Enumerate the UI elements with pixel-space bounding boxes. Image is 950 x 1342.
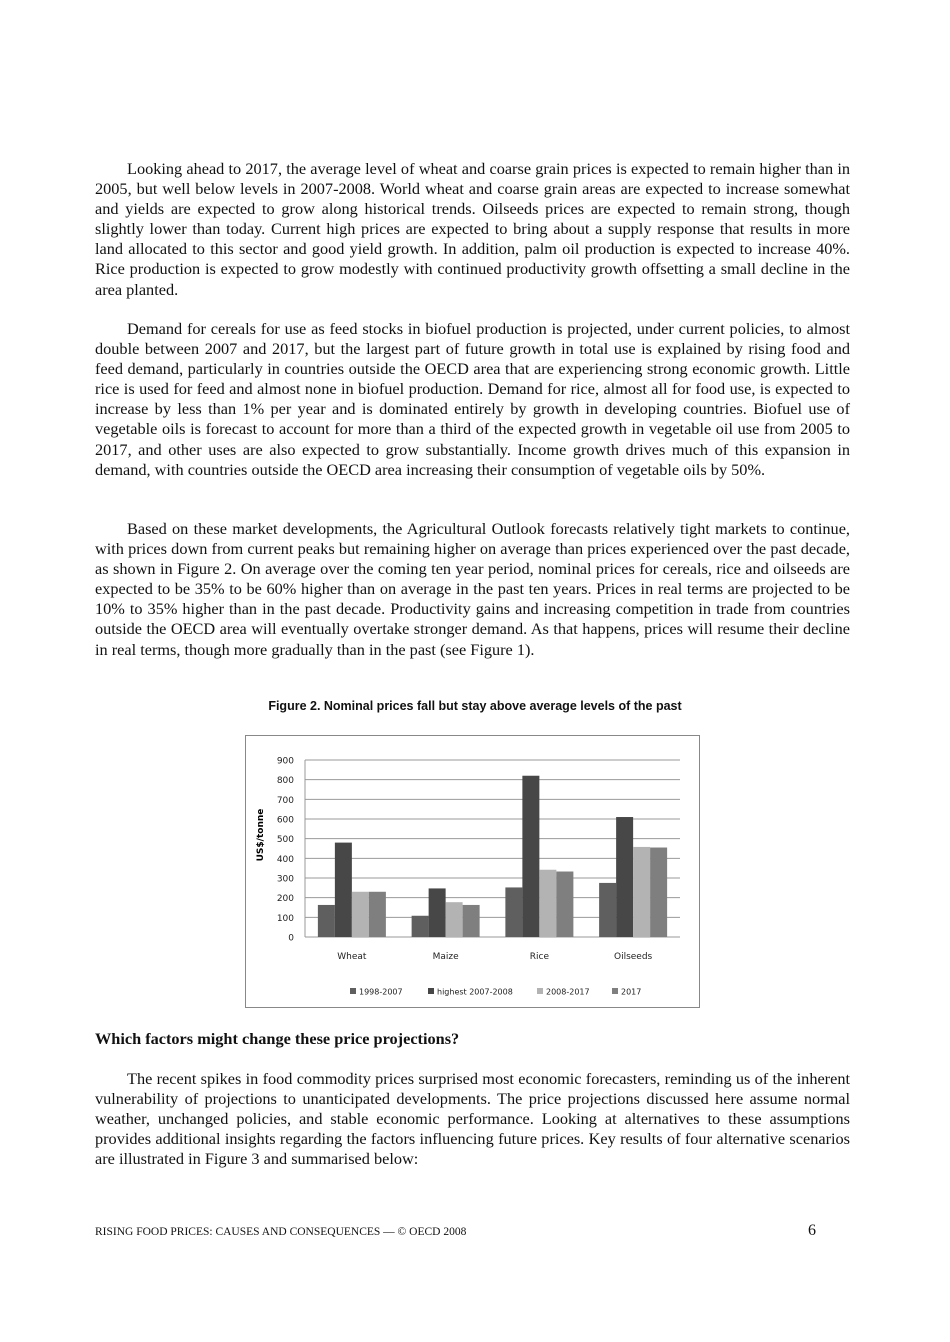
bar-chart xyxy=(245,735,700,1009)
bar-rice-2008-2017 xyxy=(539,870,556,937)
y-tick-label: 0 xyxy=(288,933,294,944)
y-tick-label: 200 xyxy=(276,894,294,905)
legend-label: 1998-2007 xyxy=(359,987,403,997)
bar-oilseeds-highest-2007-2008 xyxy=(616,817,633,937)
bar-oilseeds-2017 xyxy=(650,848,667,937)
x-tick-label: Wheat xyxy=(337,952,367,962)
legend-label: 2017 xyxy=(621,987,642,997)
bar-wheat-1998-2007 xyxy=(318,905,335,937)
bar-maize-2008-2017 xyxy=(446,902,463,937)
bar-maize-1998-2007 xyxy=(412,916,429,937)
y-tick-label: 500 xyxy=(276,835,294,846)
x-tick-label: Oilseeds xyxy=(614,952,653,962)
bar-wheat-2017 xyxy=(369,892,386,937)
bar-maize-highest-2007-2008 xyxy=(429,888,446,937)
legend-swatch xyxy=(428,988,434,994)
legend-swatch xyxy=(612,988,618,994)
bar-wheat-2008-2017 xyxy=(352,892,369,937)
paragraph-market-developments: Based on these market developments, the Agricultural Outlook forecasts relatively tight markets to continue, with prices down from current peaks but remaining higher on average than prices experienced over the past decade, as shown in Figure 2. On average over the coming ten year period, nominal prices for cereals, rice and oilseeds are expected to be 35% to be 60% higher than on average in the past ten years. Prices in real terms are projected to be 10% to 35% higher than in the past decade. Productivity gains and increasing competition in trade from countries outside the OECD area will eventually overtake stronger demand. As that happens, prices will resume their decline in real terms, though more gradually than in the past (see Figure 1). xyxy=(95,519,850,659)
bar-maize-2017 xyxy=(463,905,480,937)
x-tick-label: Rice xyxy=(529,952,549,962)
figure-caption: Figure 2. Nominal prices fall but stay above average levels of the past xyxy=(268,699,682,713)
bar-rice-2017 xyxy=(556,872,573,937)
y-tick-label: 100 xyxy=(276,913,294,924)
bar-wheat-highest-2007-2008 xyxy=(335,843,352,937)
section-heading: Which factors might change these price projections? xyxy=(95,1029,460,1048)
x-tick-label: Maize xyxy=(432,952,459,962)
y-tick-label: 800 xyxy=(276,776,294,787)
y-tick-label: 600 xyxy=(276,815,294,826)
paragraph-demand: Demand for cereals for use as feed stocks in biofuel production is projected, under current policies, to almost double between 2007 and 2017, but the largest part of future growth in total use is explained by rising food and feed demand, particularly in countries outside the OECD area that are experiencing strong economic growth. Little rice is used for feed and almost none in biofuel production. Demand for rice, almost all for food use, is expected to increase by less than 1% per year and is dominated entirely by growth in developing countries. Biofuel use of vegetable oils is forecast to account for more than a third of the expected growth in vegetable oil use from 2005 to 2017, and other uses are also expected to grow substantially. Income growth drives much of this expansion in demand, with countries outside the OECD area increasing their consumption of vegetable oils by 50%. xyxy=(95,319,850,479)
y-tick-label: 300 xyxy=(276,874,294,885)
bar-oilseeds-1998-2007 xyxy=(599,883,616,937)
paragraph-outlook-2017: Looking ahead to 2017, the average level of wheat and coarse grain prices is expected to remain higher than in 2005, but well below levels in 2007-2008. World wheat and coarse grain areas are expected to increase somewhat and yields are expected to grow along historical trends. Oilseeds prices are expected to remain strong, though slightly lower than today. Current high prices are expected to bring about a supply response that results in more land allocated to this sector and good yield growth. In addition, palm oil production is expected to increase 40%. Rice production is expected to grow modestly with continued productivity growth offsetting a small decline in the area planted. xyxy=(95,159,850,299)
y-tick-label: 900 xyxy=(276,756,294,767)
legend-swatch xyxy=(537,988,543,994)
page-number: 6 xyxy=(808,1222,816,1239)
y-axis-label: US$/tonne xyxy=(256,808,266,862)
paragraph-price-spikes: The recent spikes in food commodity prices surprised most economic forecasters, reminding us of the inherent vulnerability of projections to unanticipated developments. The price projections discussed here assume normal weather, unchanged policies, and stable economic performance. Looking at alternatives to these assumptions provides additional insights regarding the factors influencing future prices. Key results of four alternative scenarios are illustrated in Figure 3 and summarised below: xyxy=(95,1069,850,1169)
bar-oilseeds-2008-2017 xyxy=(633,847,650,937)
legend-swatch xyxy=(350,988,356,994)
footer-text: RISING FOOD PRICES: CAUSES AND CONSEQUENCES — © OECD 2008 xyxy=(95,1226,467,1238)
y-tick-label: 400 xyxy=(276,854,294,865)
legend-label: 2008-2017 xyxy=(546,987,590,997)
y-tick-label: 700 xyxy=(276,795,294,806)
legend-label: highest 2007-2008 xyxy=(437,987,513,997)
bar-rice-1998-2007 xyxy=(505,887,522,937)
bar-rice-highest-2007-2008 xyxy=(522,776,539,937)
